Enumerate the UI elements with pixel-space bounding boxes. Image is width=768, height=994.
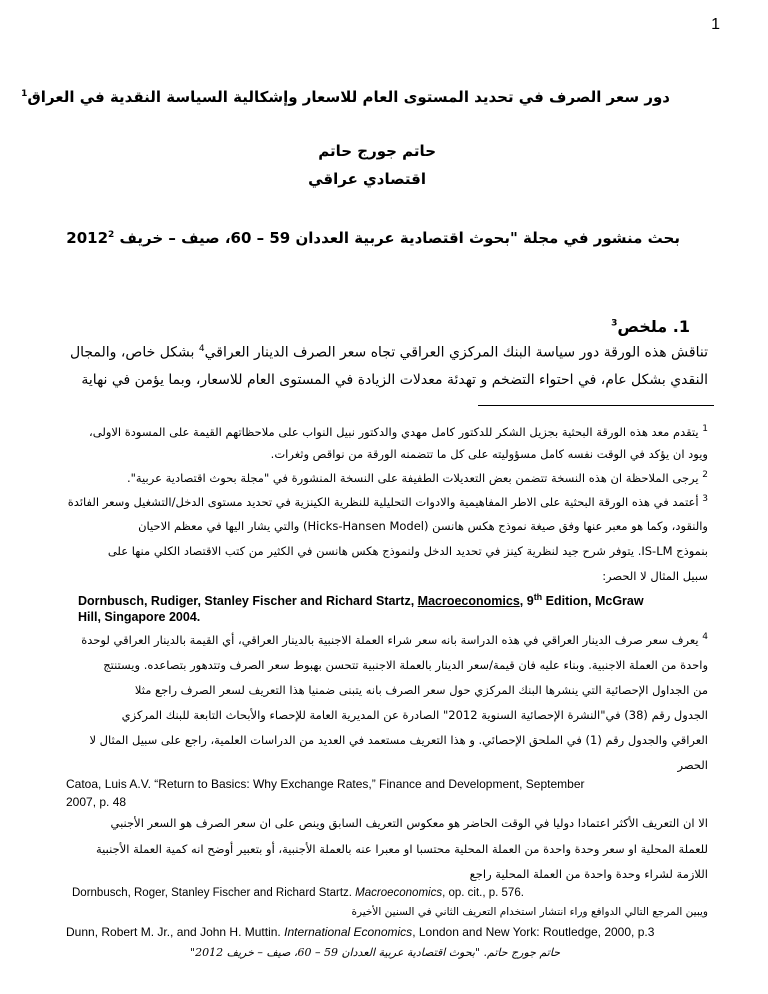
publication-footnote-ref: 2 — [108, 230, 115, 240]
body-text: بشكل خاص، والمجال — [69, 344, 199, 361]
reference-superscript: th — [533, 592, 543, 602]
footnote-text: أعتمد في هذه الورقة البحثية على الاطر المفاهيمية والادوات التحليلية للنظرية الكينزية في تحديد مستوى الدخل/التشغيل وسعر الفائدة — [67, 494, 699, 509]
reference-1 — [78, 592, 644, 608]
footnote-4-line: العراقي والجدول رقم (1) في الملحق الإحصائي. و هذا التعريف مستعمد في العديد من الدراسات العلمية، راجع على سبيل المثال لا — [89, 733, 708, 747]
footnote-2-line — [127, 470, 708, 485]
footnote-4-line: ويبين المرجع التالي الدوافع وراء انتشار استخدام التعريف الثاني في السنين الأخيرة — [351, 906, 708, 918]
footnote-4-line: الا ان التعريف الأكثر اعتمادا دوليا في الوقت الحاضر هو معكوس التعريف السابق وينص على ان سعر الصرف هو السعر الأجنبي — [110, 816, 708, 830]
footnote-text: يتقدم معد هذه الورقة البحثية بجزيل الشكر للدكتور كامل مهدي والدكتور نبيل النواب على ملاحظاتهم القيمة على المسودة الاولى، — [89, 424, 699, 439]
page-number: 1 — [711, 16, 720, 33]
footnote-4-line: الحصر — [677, 758, 708, 772]
footnote-number: 4 — [702, 632, 708, 642]
body-paragraph-line: النقدي بشكل عام، في احتواء التضخم و تهدئة معدلات الزيادة في المستوى العام للاسعار، وبما يؤمن في نهاية — [81, 372, 708, 388]
section-footnote-ref: 3 — [611, 318, 618, 329]
footnote-4-line — [81, 632, 708, 647]
footnote-1-line: ويود ان يؤكد في الوقت نفسه كامل مسؤوليته على كل ما تتضمنه الورقة من نواقص وثغرات. — [270, 447, 708, 461]
footnote-1-line — [89, 424, 708, 439]
title-text: دور سعر الصرف في تحديد المستوى العام للاسعار وإشكالية السياسة النقدية في العراق — [27, 88, 670, 106]
footnote-4-line: من الجداول الإحصائية التي ينشرها البنك المركزي حول سعر الصرف بانه يتبنى ضمنيا هذا التعريف لسعر الصرف راجع مثلا — [134, 683, 708, 697]
reference-text: Dunn, Robert M. Jr., and John H. Muttin. — [66, 925, 285, 939]
running-footer: حاتم جورج حاتم. "بحوث اقتصادية عربية العددان 59 – 60، صيف – خريف 2012" — [190, 946, 560, 959]
footnote-3-line: بنموذج IS-LM. يتوفر شرح جيد لنظرية كينز في تحديد الدخل ولنموذج هكس هانسن في الكثير من كتب الاقتصاد الكلي منها على — [107, 544, 708, 558]
footnote-separator — [478, 405, 714, 406]
reference-text: , London and New York: Routledge, 2000, p.3 — [412, 925, 655, 939]
reference-text: Edition, McGraw — [542, 594, 644, 609]
footnote-4-line: للعملة المحلية او سعر وحدة واحدة من العملة المحلية محتسبا او معبرا عنه بالعملة الأجنبية، أو بتعبير أوضح انه كمية العملة الأجنبية — [96, 842, 708, 856]
reference-text: , op. cit., p. 576. — [442, 887, 524, 899]
footnote-4-line: واحدة من العملة الاجنبية. وبناء عليه فان قيمة/سعر الدينار بالعملة الاجنبية تتحسن بهبوط سعر الصرف وتتدهور بتصاعده. ويستنتج — [103, 658, 708, 672]
reference-text: , 9 — [519, 594, 534, 609]
footnote-text: يعرف سعر صرف الدينار العراقي في هذه الدراسة بانه سعر شراء العملة الاجنبية بالدينار العراقي، أي القيمة بالدينار العراقي لوحدة — [81, 632, 699, 647]
section-heading-text: 1. ملخص — [617, 317, 690, 336]
reference-title: Macroeconomics — [417, 594, 520, 609]
footnote-text: يرجى الملاحظة ان هذه النسخة تتضمن بعض التعديلات الطفيفة على النسخة المنشورة في "مجلة بحوث اقتصادية عربية". — [126, 470, 699, 485]
reference-2-continued: 2007, p. 48 — [66, 795, 127, 809]
footnote-4-line: اللازمة لشراء وحدة واحدة من العملة المحلية راجع — [469, 867, 708, 881]
reference-title: Macroeconomics — [355, 887, 443, 899]
footnote-3-line: والنقود، وكما هو معبر عنها وفق صيغة نموذج هكس هانسن (Hicks-Hansen Model) والتي يشار اليها في معظم الاحيان — [138, 519, 708, 533]
reference-text: Dornbusch, Rudiger, Stanley Fischer and Richard Startz, — [78, 594, 418, 609]
reference-3 — [72, 887, 524, 899]
section-heading — [611, 317, 690, 336]
reference-4 — [66, 925, 654, 939]
publication-text: بحث منشور في مجلة "بحوث اقتصادية عربية العددان 59 – 60، صيف – خريف 2012 — [66, 229, 680, 247]
reference-1-continued: Hill, Singapore 2004. — [78, 610, 201, 624]
author-affiliation: اقتصادي عراقي — [308, 170, 426, 188]
reference-text: Dornbusch, Roger, Stanley Fischer and Richard Startz. — [72, 887, 356, 899]
publication-note — [66, 229, 680, 247]
body-paragraph-line — [70, 344, 708, 361]
body-text: تناقش هذه الورقة دور سياسة البنك المركزي العراقي تجاه سعر الصرف الدينار العراقي — [204, 344, 708, 361]
footnote-3-line — [68, 494, 708, 509]
footnote-number: 2 — [702, 470, 708, 480]
title-footnote-ref: 1 — [21, 89, 28, 99]
footnote-number: 1 — [702, 424, 708, 434]
reference-2: Catoa, Luis A.V. “Return to Basics: Why Exchange Rates,” Finance and Development, September — [66, 777, 585, 791]
reference-title: International Economics — [284, 925, 413, 939]
footnote-3-line: سبيل المثال لا الحصر: — [602, 569, 708, 583]
author-name: حاتم جورج حاتم — [318, 142, 436, 160]
body-footnote-ref: 4 — [198, 344, 205, 354]
footnote-4-line: الجدول رقم (38) في"النشرة الإحصائية السنوية 2012" الصادرة عن المديرية العامة للإحصاء والأبحاث التابعة للبنك المركزي — [121, 708, 708, 722]
document-title — [21, 88, 670, 106]
footnote-number: 3 — [702, 494, 708, 504]
